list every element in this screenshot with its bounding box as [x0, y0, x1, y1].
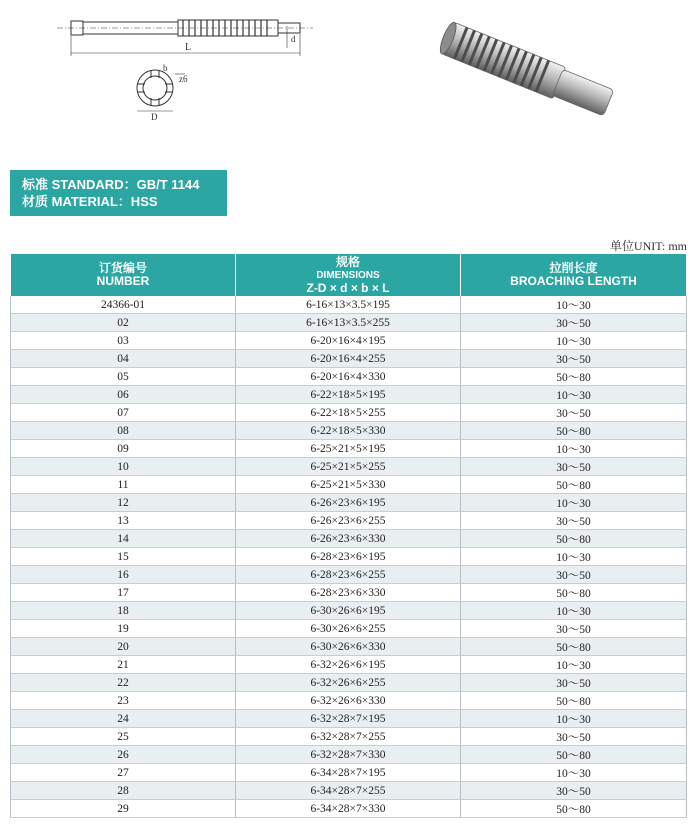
- cell-dimensions: 6-25×21×5×195: [236, 440, 461, 458]
- table-row: [11, 602, 687, 620]
- header-dim-formula: Z-D × d × b × L: [306, 280, 390, 295]
- cell-broaching-length: 30～50: [461, 404, 687, 422]
- cell-dimensions: 6-26×23×6×195: [236, 494, 461, 512]
- cell-dimensions: 6-32×26×6×330: [236, 692, 461, 710]
- broach-spec-table: [10, 254, 687, 818]
- table-row: [11, 476, 687, 494]
- table-row: [11, 746, 687, 764]
- table-row: [11, 584, 687, 602]
- table-row: [11, 764, 687, 782]
- material-line: 材质 MATERIAL：HSS: [22, 194, 158, 209]
- header-dim-cn: 规格: [335, 254, 360, 269]
- cell-number: 14: [11, 530, 236, 548]
- cell-number: 27: [11, 764, 236, 782]
- cell-dimensions: 6-22×18×5×255: [236, 404, 461, 422]
- cell-dimensions: 6-34×28×7×330: [236, 800, 461, 818]
- cell-dimensions: 6-20×16×4×330: [236, 368, 461, 386]
- table-row: [11, 656, 687, 674]
- table-row: [11, 332, 687, 350]
- cell-number: 08: [11, 422, 236, 440]
- cell-number: 11: [11, 476, 236, 494]
- table-row: [11, 512, 687, 530]
- cell-dimensions: 6-28×23×6×255: [236, 566, 461, 584]
- label-L: L: [185, 42, 192, 53]
- cell-dimensions: 6-32×28×7×195: [236, 710, 461, 728]
- cell-number: 13: [11, 512, 236, 530]
- cell-broaching-length: 50～80: [461, 800, 687, 818]
- broach-cross-section: [137, 70, 185, 111]
- cell-dimensions: 6-30×26×6×195: [236, 602, 461, 620]
- standard-line: 标准 STANDARD：GB/T 1144: [22, 177, 200, 192]
- cell-broaching-length: 30～50: [461, 620, 687, 638]
- table-row: [11, 692, 687, 710]
- cell-broaching-length: 30～50: [461, 512, 687, 530]
- cell-number: 25: [11, 728, 236, 746]
- cell-number: 26: [11, 746, 236, 764]
- cell-dimensions: 6-22×18×5×330: [236, 422, 461, 440]
- label-d: d: [291, 34, 296, 44]
- table-row: [11, 440, 687, 458]
- table-row: [11, 368, 687, 386]
- table-row: [11, 494, 687, 512]
- cell-dimensions: 6-32×26×6×195: [236, 656, 461, 674]
- cell-broaching-length: 10～30: [461, 602, 687, 620]
- cell-broaching-length: 30～50: [461, 782, 687, 800]
- cell-broaching-length: 50～80: [461, 422, 687, 440]
- cell-dimensions: 6-32×28×7×330: [236, 746, 461, 764]
- table-row: [11, 674, 687, 692]
- cell-broaching-length: 30～50: [461, 314, 687, 332]
- header-length-cn: 拉削长度: [549, 261, 598, 275]
- cell-dimensions: 6-20×16×4×255: [236, 350, 461, 368]
- table-row: [11, 710, 687, 728]
- cell-dimensions: 6-34×28×7×195: [236, 764, 461, 782]
- cell-number: 29: [11, 800, 236, 818]
- cell-dimensions: 6-26×23×6×255: [236, 512, 461, 530]
- cell-dimensions: 6-34×28×7×255: [236, 782, 461, 800]
- cell-broaching-length: 50～80: [461, 530, 687, 548]
- cell-broaching-length: 10～30: [461, 710, 687, 728]
- table-row: [11, 296, 687, 314]
- table-row: [11, 404, 687, 422]
- cell-dimensions: 6-28×23×6×330: [236, 584, 461, 602]
- table-row: [11, 728, 687, 746]
- cell-number: 18: [11, 602, 236, 620]
- cell-dimensions: 6-32×26×6×255: [236, 674, 461, 692]
- cell-number: 12: [11, 494, 236, 512]
- cell-broaching-length: 10～30: [461, 332, 687, 350]
- table-row: [11, 566, 687, 584]
- table-row: [11, 548, 687, 566]
- cell-broaching-length: 10～30: [461, 656, 687, 674]
- cell-broaching-length: 50～80: [461, 692, 687, 710]
- table-row: [11, 350, 687, 368]
- table-header-row: [11, 254, 687, 296]
- cell-dimensions: 6-16×13×3.5×255: [236, 314, 461, 332]
- cell-number: 21: [11, 656, 236, 674]
- cell-broaching-length: 50～80: [461, 584, 687, 602]
- cell-broaching-length: 10～30: [461, 296, 687, 314]
- cell-number: 10: [11, 458, 236, 476]
- table-row: [11, 458, 687, 476]
- cell-number: 20: [11, 638, 236, 656]
- cell-number: 09: [11, 440, 236, 458]
- table-row: [11, 422, 687, 440]
- cell-dimensions: 6-32×28×7×255: [236, 728, 461, 746]
- cell-number: 02: [11, 314, 236, 332]
- cell-broaching-length: 30～50: [461, 728, 687, 746]
- cell-broaching-length: 50～80: [461, 368, 687, 386]
- cell-broaching-length: 10～30: [461, 386, 687, 404]
- table-row: [11, 530, 687, 548]
- cell-broaching-length: 50～80: [461, 746, 687, 764]
- table-row: [11, 782, 687, 800]
- cell-number: 19: [11, 620, 236, 638]
- header-dimensions: [236, 254, 461, 296]
- cell-dimensions: 6-25×21×5×330: [236, 476, 461, 494]
- cell-number: 15: [11, 548, 236, 566]
- cell-number: 28: [11, 782, 236, 800]
- cell-broaching-length: 50～80: [461, 476, 687, 494]
- header-dim-en: DIMENSIONS: [316, 269, 380, 281]
- table-row: [11, 386, 687, 404]
- cell-number: 07: [11, 404, 236, 422]
- cell-number: 16: [11, 566, 236, 584]
- header-number: [11, 254, 236, 296]
- cell-number: 05: [11, 368, 236, 386]
- cell-number: 22: [11, 674, 236, 692]
- header-broaching-length: [461, 254, 687, 296]
- cell-dimensions: 6-16×13×3.5×195: [236, 296, 461, 314]
- cell-number: 24366-01: [11, 296, 236, 314]
- cell-broaching-length: 50～80: [461, 638, 687, 656]
- cell-number: 24: [11, 710, 236, 728]
- cell-number: 03: [11, 332, 236, 350]
- cell-broaching-length: 30～50: [461, 674, 687, 692]
- cell-number: 04: [11, 350, 236, 368]
- table-row: [11, 620, 687, 638]
- header-number-cn: 订货编号: [98, 261, 147, 275]
- table-row: [11, 800, 687, 818]
- cell-number: 17: [11, 584, 236, 602]
- cell-broaching-length: 10～30: [461, 440, 687, 458]
- cell-dimensions: 6-30×26×6×330: [236, 638, 461, 656]
- broach-photo: [432, 18, 622, 123]
- standard-material-box: [10, 170, 227, 216]
- cell-number: 06: [11, 386, 236, 404]
- cell-dimensions: 6-28×23×6×195: [236, 548, 461, 566]
- cell-dimensions: 6-30×26×6×255: [236, 620, 461, 638]
- cell-dimensions: 6-20×16×4×195: [236, 332, 461, 350]
- label-z6: z6: [179, 74, 188, 84]
- cell-broaching-length: 10～30: [461, 548, 687, 566]
- header-length-en: BROACHING LENGTH: [510, 274, 637, 288]
- table-row: [11, 638, 687, 656]
- cell-number: 23: [11, 692, 236, 710]
- label-D: D: [151, 112, 158, 122]
- label-b: b: [163, 63, 168, 73]
- cell-dimensions: 6-26×23×6×330: [236, 530, 461, 548]
- table-body: [11, 296, 687, 818]
- cell-broaching-length: 10～30: [461, 764, 687, 782]
- cell-broaching-length: 30～50: [461, 350, 687, 368]
- cell-dimensions: 6-25×21×5×255: [236, 458, 461, 476]
- cell-broaching-length: 30～50: [461, 458, 687, 476]
- broach-drawing: [55, 8, 315, 123]
- unit-label: 单位UNIT: mm: [609, 239, 687, 253]
- header-number-en: NUMBER: [96, 274, 150, 288]
- cell-broaching-length: 10～30: [461, 494, 687, 512]
- cell-dimensions: 6-22×18×5×195: [236, 386, 461, 404]
- cell-broaching-length: 30～50: [461, 566, 687, 584]
- table-row: [11, 314, 687, 332]
